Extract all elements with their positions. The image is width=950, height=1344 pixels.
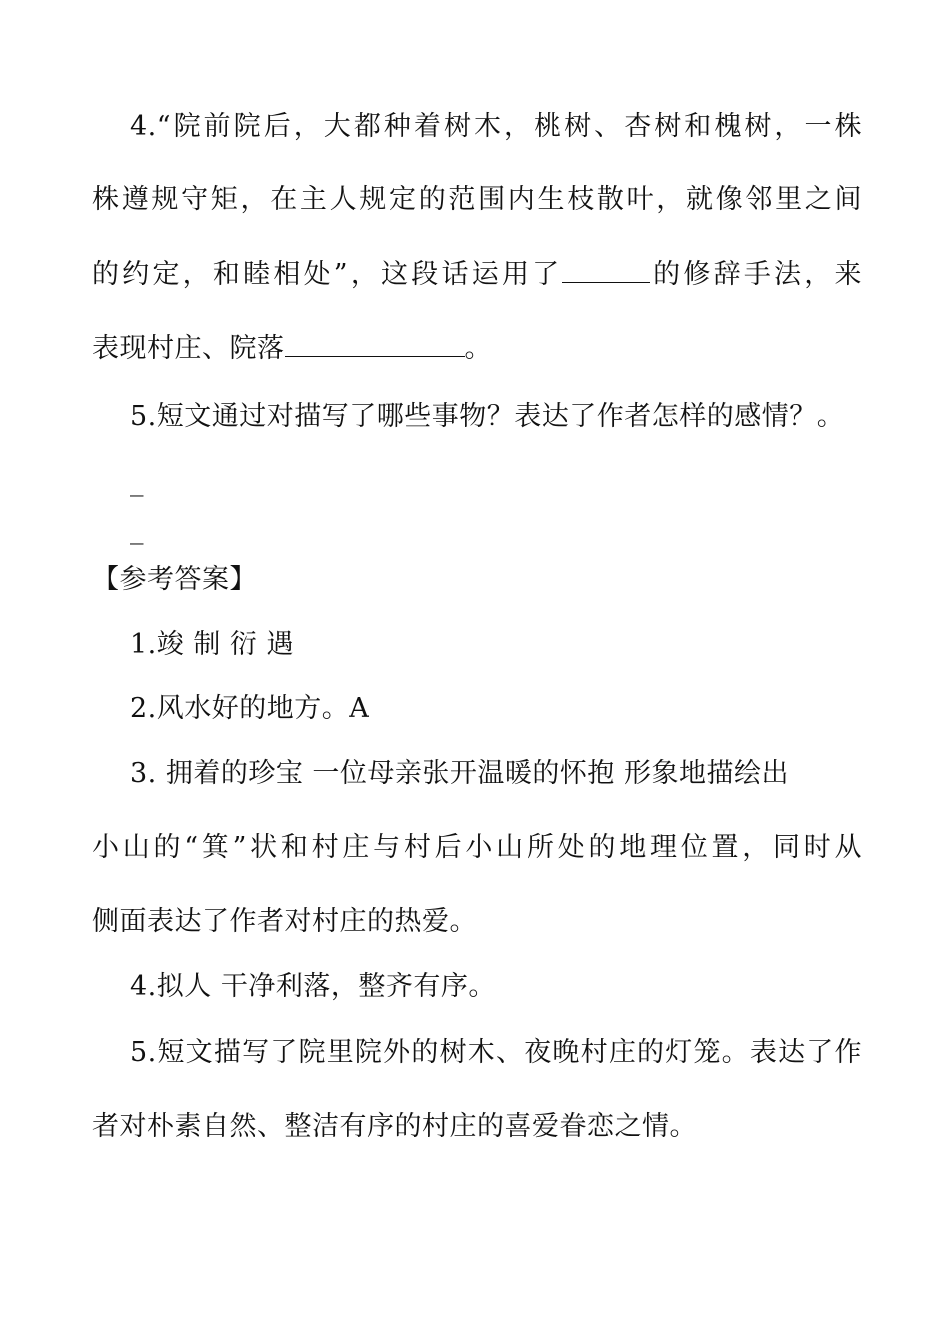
answer-3-line-1: 3. 拥着的珍宝 一位母亲张开温暖的怀抱 形象地描绘出 [130,758,790,789]
question-4-line-4-text-a: 表现村庄、院落 [92,333,285,364]
answer-blank-rhetoric [562,258,650,283]
reference-answers-heading: 【参考答案】 [92,564,257,595]
question-5-answer-dash-2: _ [130,514,144,545]
question-5-line-1: 5.短文通过对描写了哪些事物？表达了作者怎样的感情？。 [130,401,845,432]
answer-3-line-2: 小山的“箕”状和村庄与村后小山所处的地理位置，同时从 [92,832,862,863]
question-4-line-3 [92,258,862,292]
question-4-line-1: 4.“院前院后，大都种着树木，桃树、杏树和槐树，一株 [130,111,862,142]
question-4-line-4-text-b: 。 [464,333,492,364]
answer-1: 1.竣 制 衍 遇 [130,629,295,660]
question-5-answer-dash-1: _ [130,466,144,497]
question-4-line-3-text-b: 的修辞手法，来 [650,259,863,290]
answer-5-line-2: 者对朴素自然、整洁有序的村庄的喜爱眷恋之情。 [92,1111,697,1142]
answer-3-line-3: 侧面表达了作者对村庄的热爱。 [92,906,477,937]
answer-4: 4.拟人 干净利落，整齐有序。 [130,971,496,1002]
question-4-line-2: 株遵规守矩，在主人规定的范围内生枝散叶，就像邻里之间 [92,184,862,215]
answer-5-line-1: 5.短文描写了院里院外的树木、夜晚村庄的灯笼。表达了作 [130,1037,862,1068]
question-4-line-4 [92,332,862,366]
answer-2: 2.风水好的地方。A [130,693,370,724]
question-4-line-3-text-a: 的约定，和睦相处”，这段话运用了 [92,259,563,290]
answer-blank-expression [285,332,465,357]
